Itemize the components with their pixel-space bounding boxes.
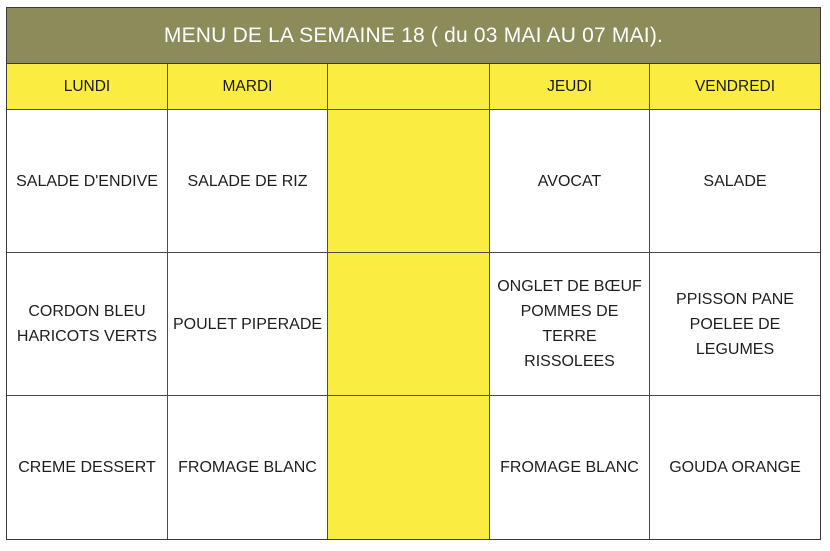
menu-cell-friday-main: PPISSON PANE POELEE DE LEGUMES — [650, 253, 820, 396]
menu-cell-monday-main: CORDON BLEU HARICOTS VERTS — [7, 253, 168, 396]
menu-cell-wednesday-main — [328, 253, 490, 396]
menu-cell-monday-starter: SALADE D'ENDIVE — [7, 110, 168, 253]
menu-cell-wednesday-starter — [328, 110, 490, 253]
menu-cell-friday-dessert: GOUDA ORANGE — [669, 459, 801, 476]
menu-cell-monday-dessert: CREME DESSERT — [7, 396, 168, 539]
day-header-friday: VENDREDI — [650, 64, 820, 110]
day-header-monday: LUNDI — [7, 64, 168, 110]
menu-cell-tuesday-main: POULET PIPERADE — [168, 253, 328, 396]
menu-table — [6, 7, 821, 540]
menu-cell-tuesday-starter: SALADE DE RIZ — [168, 110, 328, 253]
menu-cell-friday-starter: SALADE — [650, 110, 820, 253]
menu-title: MENU DE LA SEMAINE 18 ( du 03 MAI AU 07 MAI). — [7, 8, 820, 64]
day-header-wednesday — [328, 64, 490, 110]
menu-cell-wednesday-dessert — [328, 396, 490, 539]
menu-cell-thursday-main: ONGLET DE BŒUF POMMES DE TERRE RISSOLEES — [490, 253, 650, 396]
menu-cell-tuesday-dessert: FROMAGE BLANC — [168, 396, 328, 539]
day-header-thursday: JEUDI — [490, 64, 650, 110]
day-header-tuesday: MARDI — [168, 64, 328, 110]
menu-cell-thursday-dessert: FROMAGE BLANC — [490, 396, 650, 539]
menu-cell-thursday-starter: AVOCAT — [490, 110, 650, 253]
menu-grid — [7, 64, 820, 539]
